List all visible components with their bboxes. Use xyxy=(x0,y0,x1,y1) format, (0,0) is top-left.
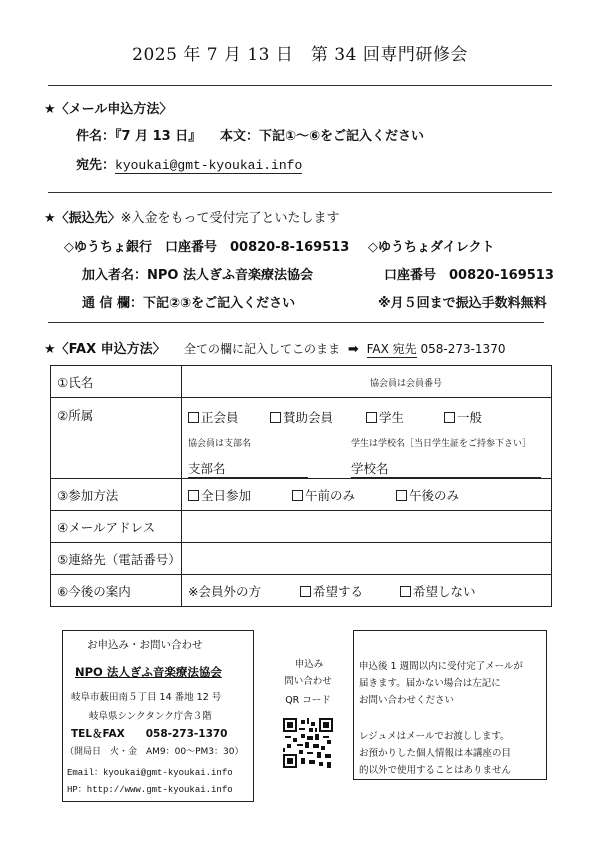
transfer-heading-row xyxy=(44,207,340,226)
checkbox[interactable] xyxy=(400,586,411,597)
attend-option-pm[interactable]: 午後のみ xyxy=(396,488,459,503)
email-field[interactable] xyxy=(182,511,552,543)
guide-label: ⑥今後の案内 xyxy=(51,575,182,607)
branch-hint: 協会員は支部名 xyxy=(188,439,252,449)
contact-org: NPO 法人ぎふ音楽療法協会 xyxy=(75,665,222,679)
affil-fields xyxy=(188,459,545,478)
guide-option-no[interactable]: 希望しない xyxy=(400,584,476,599)
form-row-contact xyxy=(51,543,552,575)
contact-field[interactable] xyxy=(182,543,552,575)
name-field[interactable] xyxy=(182,366,552,398)
form-row-email xyxy=(51,511,552,543)
mail-address-link[interactable]: kyoukai@gmt-kyoukai.info xyxy=(115,158,303,173)
mail-to-label: 宛先： xyxy=(76,158,116,173)
fax-instruction: 全ての欄に記入してこのまま xyxy=(184,342,341,356)
transfer-heading: ★〈振込先〉 xyxy=(44,211,121,226)
qr-caption-1: 申込み xyxy=(294,659,324,670)
fax-heading: ★〈FAX 申込方法〉 xyxy=(44,342,166,357)
school-hint: 学生は学校名［当日学生証をご持参下さい］ xyxy=(351,439,532,449)
affil-hints xyxy=(188,436,545,449)
bank-yucho: ◇ゆうちょ銀行 口座番号 00820-8-169513 xyxy=(64,240,350,255)
email-label: ④メールアドレス xyxy=(51,511,182,543)
divider xyxy=(48,192,552,193)
affil-field xyxy=(182,398,552,479)
application-form xyxy=(50,365,552,607)
contact-hours: （開局日 火・金 AM9：00～PM3：30） xyxy=(65,747,244,757)
checkbox[interactable] xyxy=(188,490,199,501)
divider xyxy=(48,322,544,323)
form-row-name xyxy=(51,366,552,398)
page-title: 2025 年 7 月 13 日 第 34 回専門研修会 xyxy=(132,45,468,65)
affil-option-regular[interactable]: 正会員 xyxy=(188,408,270,426)
guide-field xyxy=(182,575,552,607)
checkbox[interactable] xyxy=(444,412,455,423)
notice-line-1: 申込後 1 週間以内に受付完了メールが xyxy=(359,661,523,672)
transfer-memo: 通 信 欄：下記②③をご記入ください xyxy=(82,296,296,311)
notice-panel xyxy=(353,630,547,780)
fee-note: ※月５回まで振込手数料無料 xyxy=(378,296,547,311)
contact-email[interactable]: Email：kyoukai@gmt-kyoukai.info xyxy=(67,768,233,778)
qr-code-icon[interactable] xyxy=(283,718,333,768)
checkbox[interactable] xyxy=(300,586,311,597)
form-row-guide xyxy=(51,575,552,607)
checkbox[interactable] xyxy=(270,412,281,423)
mail-subject: 件名：『7 月 13 日』 xyxy=(76,129,202,144)
mail-to xyxy=(76,154,302,174)
contact-label: ⑤連絡先（電話番号） xyxy=(51,543,182,575)
mail-heading: ★〈メール申込方法〉 xyxy=(44,102,173,117)
attend-field xyxy=(182,479,552,511)
contact-hp[interactable]: HP：http://www.gmt-kyoukai.info xyxy=(67,785,233,795)
bank-direct: ◇ゆうちょダイレクト xyxy=(368,240,495,255)
guide-option-yes[interactable]: 希望する xyxy=(300,582,396,600)
affil-label: ②所属 xyxy=(51,398,182,479)
contact-heading: お申込み・お問い合わせ xyxy=(87,639,203,651)
affil-option-student[interactable]: 学生 xyxy=(366,408,444,426)
account-number-2: 口座番号 00820-169513 xyxy=(384,268,554,283)
fax-label: FAX 宛先 xyxy=(366,342,417,356)
checkbox[interactable] xyxy=(188,412,199,423)
notice-line-5: お預かりした個人情報は本講座の目 xyxy=(359,748,512,759)
account-holder: 加入者名：NPO 法人ぎふ音楽療法協会 xyxy=(82,268,313,283)
school-field[interactable]: 学校名 xyxy=(351,459,541,478)
affil-options xyxy=(188,408,545,426)
affil-option-support[interactable]: 賛助会員 xyxy=(270,408,366,426)
qr-caption-2: 問い合わせ xyxy=(284,676,332,687)
notice-line-3: お問い合わせください xyxy=(359,695,455,706)
arrow-right-icon: ➡ xyxy=(347,342,359,357)
qr-caption-3: QR コード xyxy=(285,695,331,706)
branch-field[interactable]: 支部名 xyxy=(188,459,308,478)
contact-address-1: 岐阜市薮田南５丁目 14 番地 12 号 xyxy=(71,692,222,703)
contact-address-2: 岐阜県シンクタンク庁舎３階 xyxy=(89,711,212,722)
divider xyxy=(48,85,552,86)
contact-panel xyxy=(62,630,254,802)
notice-line-6: 的以外で使用することはありません xyxy=(359,765,512,776)
fax-number: 058-273-1370 xyxy=(420,342,506,356)
attend-label: ③参加方法 xyxy=(51,479,182,511)
checkbox[interactable] xyxy=(366,412,377,423)
name-label: ①氏名 xyxy=(51,366,182,398)
checkbox[interactable] xyxy=(292,490,303,501)
guide-note: ※会員外の方 xyxy=(188,583,261,599)
fax-heading-row xyxy=(44,338,166,357)
form-row-affiliation xyxy=(51,398,552,479)
mail-body: 本文：下記①～⑥をご記入ください xyxy=(220,129,425,144)
transfer-note: ※入金をもって受付完了といたします xyxy=(120,211,340,226)
form-row-attendance xyxy=(51,479,552,511)
notice-line-2: 届きます。届かない場合は左記に xyxy=(359,678,501,689)
fax-instruction-row xyxy=(184,340,505,358)
attend-option-am[interactable]: 午前のみ xyxy=(292,486,392,504)
affil-option-general[interactable]: 一般 xyxy=(444,408,482,426)
name-hint: 協会員は会員番号 xyxy=(370,379,443,389)
notice-line-4: レジュメはメールでお渡しします。 xyxy=(359,731,510,742)
attend-option-full[interactable]: 全日参加 xyxy=(188,486,288,504)
checkbox[interactable] xyxy=(396,490,407,501)
contact-tel: TEL＆FAX 058-273-1370 xyxy=(71,728,228,740)
